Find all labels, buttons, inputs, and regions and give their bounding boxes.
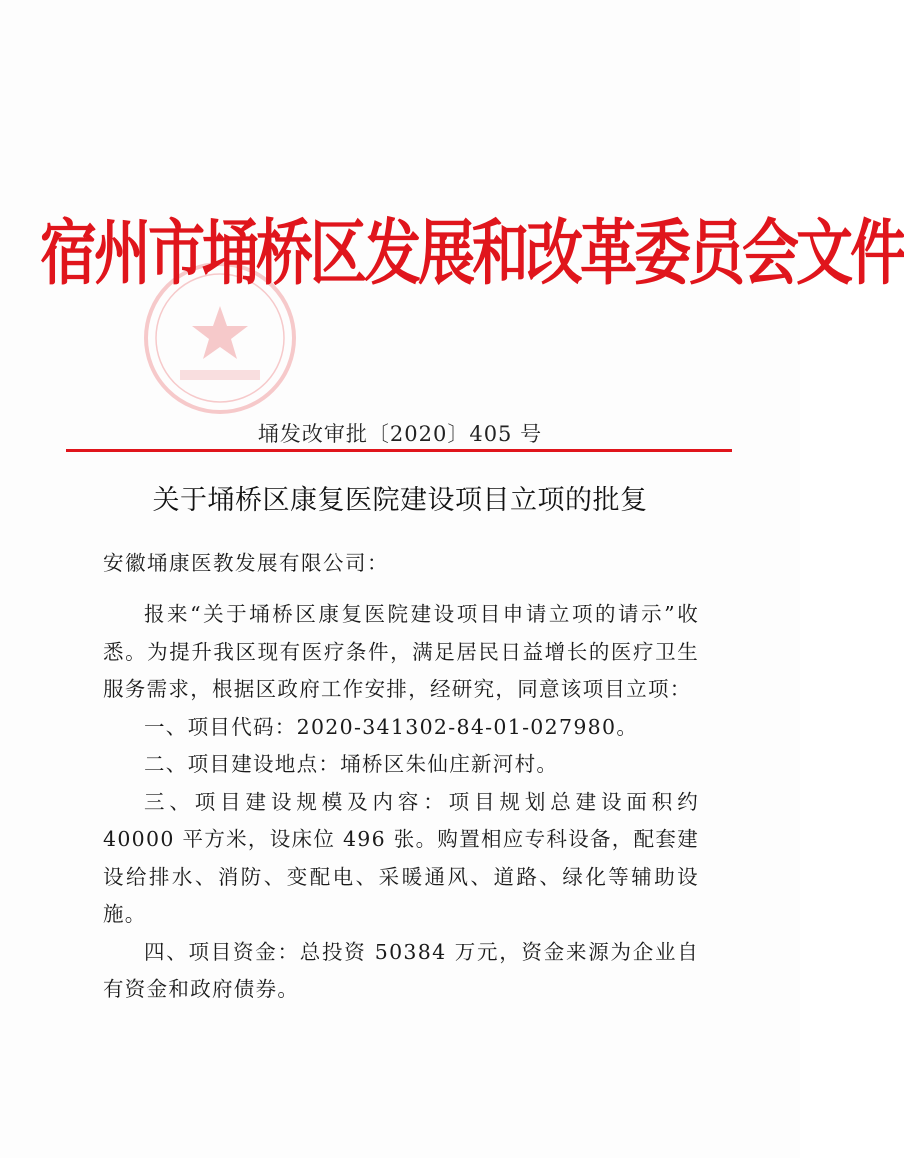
body-paragraph-intro: 报来“关于埇桥区康复医院建设项目申请立项的请示”收悉。为提升我区现有医疗条件，满足居民日益增长的医疗卫生服务需求，根据区政府工作安排，经研究，同意该项目立项： xyxy=(103,602,699,701)
document-number: 埇发改审批〔2020〕405 号 xyxy=(257,422,543,446)
addressee: 安徽埇康医教发展有限公司： xyxy=(103,551,389,575)
issuer-header-title: 宿州市埇桥区发展和改革委员会文件 xyxy=(40,211,904,295)
body-paragraph-project-code: 一、项目代码：2020-341302-84-01-027980。 xyxy=(144,714,639,739)
body-paragraph-scale: 三、项目建设规模及内容：项目规划总建设面积约 40000 平方米，设床位 496 张。购置相应专科设备，配套建设给排水、消防、变配电、采暖通风、道路、绿化等辅助设施。 xyxy=(103,789,699,926)
document-subject: 关于埇桥区康复医院建设项目立项的批复 xyxy=(152,485,648,516)
header-divider xyxy=(66,449,732,452)
document-body xyxy=(103,596,699,1009)
body-paragraph-location: 二、项目建设地点：埇桥区朱仙庄新河村。 xyxy=(144,752,559,776)
body-paragraph-funding: 四、项目资金：总投资 50384 万元，资金来源为企业自有资金和政府债券。 xyxy=(103,939,699,1001)
